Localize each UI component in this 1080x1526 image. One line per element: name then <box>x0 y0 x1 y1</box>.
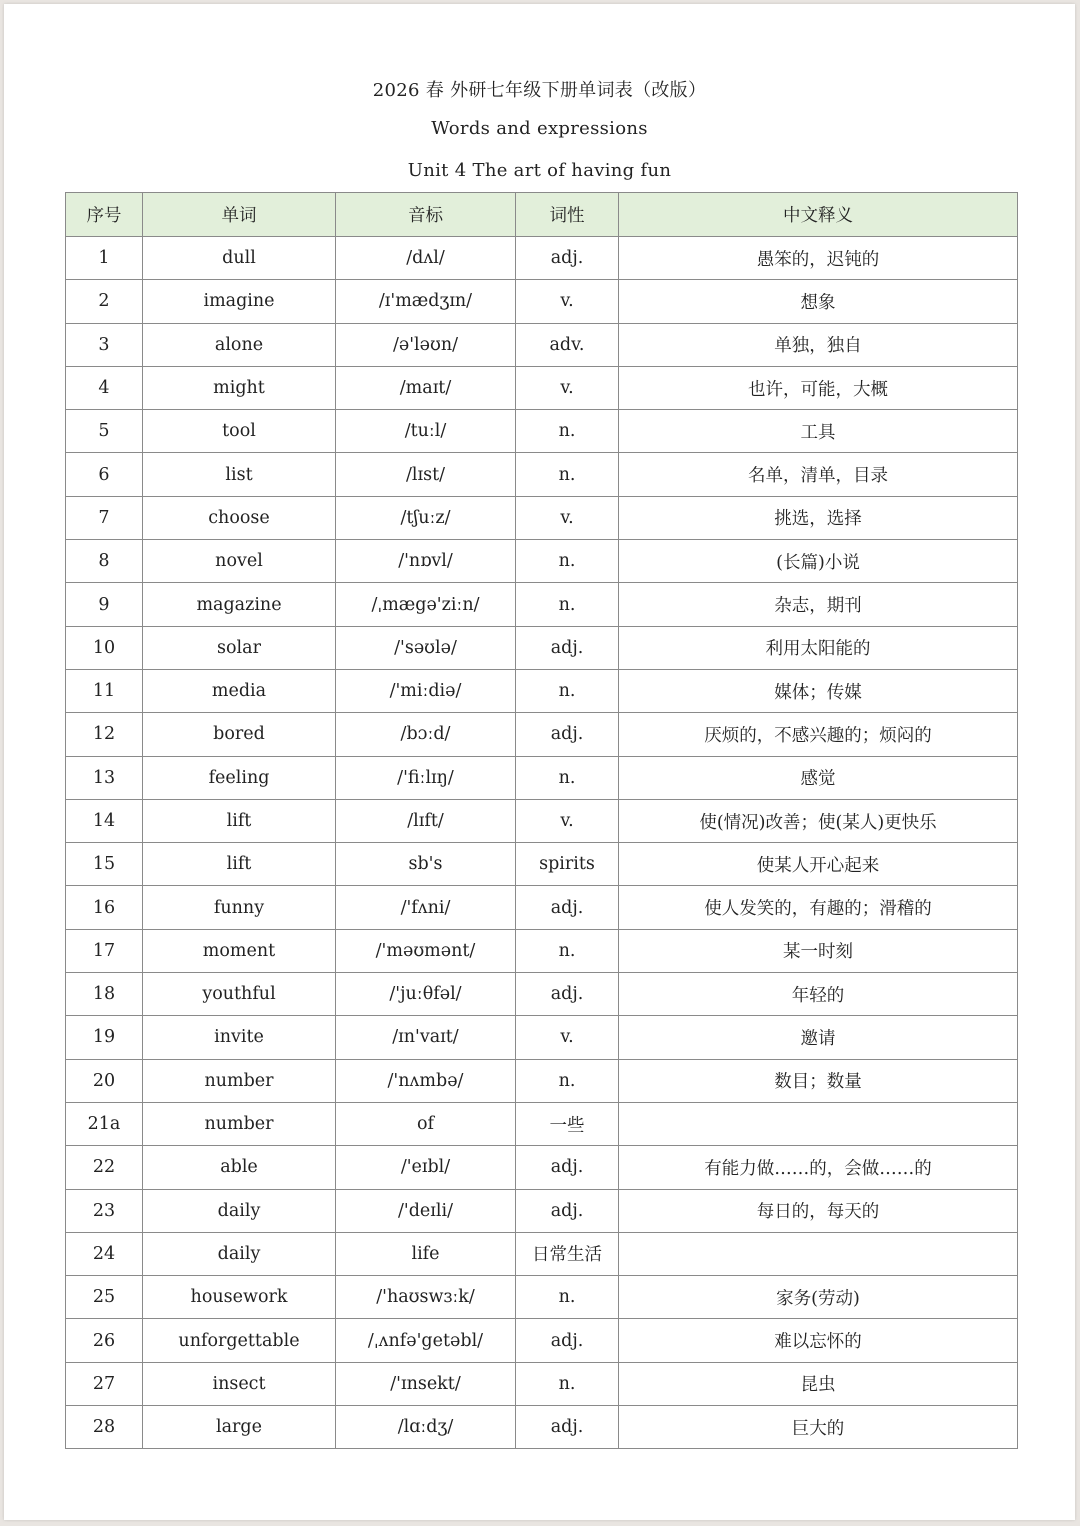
table-row <box>66 1146 1018 1189</box>
cell-meaning: (长篇)小说 <box>619 540 1018 583</box>
cell-index: 17 <box>66 929 143 972</box>
cell-index: 11 <box>66 669 143 712</box>
cell-word: bored <box>143 713 336 756</box>
cell-meaning: 有能力做……的，会做……的 <box>619 1146 1018 1189</box>
cell-index: 28 <box>66 1406 143 1449</box>
cell-index: 7 <box>66 496 143 539</box>
cell-phonetic: /ˌmægə'ziːn/ <box>336 583 516 626</box>
vocabulary-table <box>65 192 1018 1449</box>
table-row <box>66 843 1018 886</box>
table-row <box>66 366 1018 409</box>
cell-meaning: 感觉 <box>619 756 1018 799</box>
header-phonetic: 音标 <box>336 193 516 237</box>
header-meaning: 中文释义 <box>619 193 1018 237</box>
cell-word: dull <box>143 237 336 280</box>
cell-phonetic: of <box>336 1102 516 1145</box>
cell-index: 23 <box>66 1189 143 1232</box>
cell-index: 26 <box>66 1319 143 1362</box>
cell-word: number <box>143 1059 336 1102</box>
table-row <box>66 713 1018 756</box>
cell-word: lift <box>143 799 336 842</box>
cell-phonetic: /dʌl/ <box>336 237 516 280</box>
cell-meaning: 昆虫 <box>619 1362 1018 1405</box>
cell-phonetic: /'eɪbl/ <box>336 1146 516 1189</box>
cell-word: daily <box>143 1232 336 1275</box>
table-row <box>66 496 1018 539</box>
cell-meaning: 巨大的 <box>619 1406 1018 1449</box>
table-row <box>66 1189 1018 1232</box>
cell-phonetic: /'fʌni/ <box>336 886 516 929</box>
cell-word: feeling <box>143 756 336 799</box>
cell-phonetic: /'ɪnsekt/ <box>336 1362 516 1405</box>
cell-phonetic: /'deɪli/ <box>336 1189 516 1232</box>
cell-word: tool <box>143 410 336 453</box>
table-row <box>66 669 1018 712</box>
cell-part-of-speech: adj. <box>516 1146 619 1189</box>
cell-part-of-speech: adj. <box>516 626 619 669</box>
cell-meaning: 使(情况)改善；使(某人)更快乐 <box>619 799 1018 842</box>
cell-meaning: 年轻的 <box>619 973 1018 1016</box>
table-row <box>66 1102 1018 1145</box>
cell-meaning: 难以忘怀的 <box>619 1319 1018 1362</box>
cell-phonetic: /'nɒvl/ <box>336 540 516 583</box>
cell-phonetic: /'juːθfəl/ <box>336 973 516 1016</box>
cell-meaning <box>619 1232 1018 1275</box>
cell-part-of-speech: adj. <box>516 973 619 1016</box>
cell-word: media <box>143 669 336 712</box>
table-row <box>66 973 1018 1016</box>
document-title: 2026 春 外研七年级下册单词表（改版） <box>372 80 707 101</box>
header-word: 单词 <box>143 193 336 237</box>
cell-part-of-speech: n. <box>516 1362 619 1405</box>
table-row <box>66 1276 1018 1319</box>
cell-word: large <box>143 1406 336 1449</box>
cell-meaning: 使人发笑的，有趣的；滑稽的 <box>619 886 1018 929</box>
cell-word: choose <box>143 496 336 539</box>
cell-phonetic: /bɔːd/ <box>336 713 516 756</box>
cell-meaning: 想象 <box>619 280 1018 323</box>
cell-meaning: 媒体；传媒 <box>619 669 1018 712</box>
cell-meaning: 单独，独自 <box>619 323 1018 366</box>
cell-part-of-speech: adj. <box>516 1319 619 1362</box>
cell-phonetic: /'səʊlə/ <box>336 626 516 669</box>
cell-part-of-speech: 日常生活 <box>516 1232 619 1275</box>
cell-phonetic: /ɪn'vaɪt/ <box>336 1016 516 1059</box>
cell-part-of-speech: adj. <box>516 713 619 756</box>
table-row <box>66 626 1018 669</box>
cell-meaning: 也许，可能，大概 <box>619 366 1018 409</box>
cell-part-of-speech: n. <box>516 756 619 799</box>
cell-meaning: 数目；数量 <box>619 1059 1018 1102</box>
cell-phonetic: /ə'ləʊn/ <box>336 323 516 366</box>
cell-phonetic: /'məʊmənt/ <box>336 929 516 972</box>
cell-phonetic: /'miːdiə/ <box>336 669 516 712</box>
cell-part-of-speech: n. <box>516 1276 619 1319</box>
cell-word: daily <box>143 1189 336 1232</box>
cell-meaning: 使某人开心起来 <box>619 843 1018 886</box>
cell-part-of-speech: 一些 <box>516 1102 619 1145</box>
cell-word: insect <box>143 1362 336 1405</box>
table-row <box>66 799 1018 842</box>
cell-part-of-speech: v. <box>516 366 619 409</box>
table-row <box>66 1406 1018 1449</box>
cell-index: 1 <box>66 237 143 280</box>
cell-index: 6 <box>66 453 143 496</box>
table-row <box>66 1016 1018 1059</box>
cell-meaning: 家务(劳动) <box>619 1276 1018 1319</box>
cell-word: lift <box>143 843 336 886</box>
cell-part-of-speech: n. <box>516 929 619 972</box>
cell-index: 10 <box>66 626 143 669</box>
cell-word: invite <box>143 1016 336 1059</box>
table-row <box>66 1059 1018 1102</box>
cell-meaning: 每日的，每天的 <box>619 1189 1018 1232</box>
cell-part-of-speech: n. <box>516 540 619 583</box>
cell-part-of-speech: adj. <box>516 237 619 280</box>
cell-index: 4 <box>66 366 143 409</box>
cell-meaning: 工具 <box>619 410 1018 453</box>
cell-phonetic: /lɪft/ <box>336 799 516 842</box>
table-row <box>66 756 1018 799</box>
cell-index: 5 <box>66 410 143 453</box>
cell-word: alone <box>143 323 336 366</box>
cell-index: 18 <box>66 973 143 1016</box>
cell-phonetic: /'haʊswɜːk/ <box>336 1276 516 1319</box>
table-body <box>66 237 1018 1449</box>
cell-word: unforgettable <box>143 1319 336 1362</box>
cell-index: 25 <box>66 1276 143 1319</box>
cell-meaning: 愚笨的，迟钝的 <box>619 237 1018 280</box>
table-row <box>66 410 1018 453</box>
cell-index: 27 <box>66 1362 143 1405</box>
table-row <box>66 237 1018 280</box>
table-row <box>66 929 1018 972</box>
cell-index: 22 <box>66 1146 143 1189</box>
cell-meaning: 利用太阳能的 <box>619 626 1018 669</box>
cell-word: able <box>143 1146 336 1189</box>
cell-part-of-speech: n. <box>516 453 619 496</box>
cell-phonetic: /'nʌmbə/ <box>336 1059 516 1102</box>
cell-part-of-speech: adj. <box>516 886 619 929</box>
cell-phonetic: /'fiːlɪŋ/ <box>336 756 516 799</box>
table-row <box>66 1362 1018 1405</box>
cell-part-of-speech: v. <box>516 280 619 323</box>
cell-meaning: 名单，清单，目录 <box>619 453 1018 496</box>
cell-word: moment <box>143 929 336 972</box>
cell-index: 13 <box>66 756 143 799</box>
cell-part-of-speech: n. <box>516 669 619 712</box>
cell-part-of-speech: adv. <box>516 323 619 366</box>
cell-word: list <box>143 453 336 496</box>
cell-phonetic: /tʃuːz/ <box>336 496 516 539</box>
cell-meaning: 杂志，期刊 <box>619 583 1018 626</box>
cell-phonetic: /maɪt/ <box>336 366 516 409</box>
cell-part-of-speech: n. <box>516 410 619 453</box>
cell-word: novel <box>143 540 336 583</box>
table-row <box>66 1319 1018 1362</box>
table-header-row <box>66 193 1018 237</box>
header-index: 序号 <box>66 193 143 237</box>
cell-meaning <box>619 1102 1018 1145</box>
cell-word: housework <box>143 1276 336 1319</box>
table-row <box>66 323 1018 366</box>
cell-index: 14 <box>66 799 143 842</box>
cell-phonetic: life <box>336 1232 516 1275</box>
cell-word: solar <box>143 626 336 669</box>
cell-index: 19 <box>66 1016 143 1059</box>
table-row <box>66 280 1018 323</box>
cell-word: number <box>143 1102 336 1145</box>
cell-index: 3 <box>66 323 143 366</box>
cell-part-of-speech: adj. <box>516 1406 619 1449</box>
table-row <box>66 886 1018 929</box>
cell-word: funny <box>143 886 336 929</box>
cell-word: imagine <box>143 280 336 323</box>
header-part-of-speech: 词性 <box>516 193 619 237</box>
cell-part-of-speech: n. <box>516 583 619 626</box>
cell-index: 24 <box>66 1232 143 1275</box>
cell-phonetic: /ɪ'mædʒɪn/ <box>336 280 516 323</box>
cell-phonetic: /lɑːdʒ/ <box>336 1406 516 1449</box>
table-row <box>66 583 1018 626</box>
cell-part-of-speech: n. <box>516 1059 619 1102</box>
cell-phonetic: /lɪst/ <box>336 453 516 496</box>
table-row <box>66 540 1018 583</box>
cell-part-of-speech: v. <box>516 496 619 539</box>
cell-part-of-speech: v. <box>516 799 619 842</box>
cell-index: 12 <box>66 713 143 756</box>
cell-index: 2 <box>66 280 143 323</box>
cell-word: youthful <box>143 973 336 1016</box>
cell-meaning: 挑选，选择 <box>619 496 1018 539</box>
cell-index: 9 <box>66 583 143 626</box>
cell-word: magazine <box>143 583 336 626</box>
cell-index: 21a <box>66 1102 143 1145</box>
cell-part-of-speech: adj. <box>516 1189 619 1232</box>
cell-meaning: 邀请 <box>619 1016 1018 1059</box>
unit-title: Unit 4 The art of having fun <box>407 160 672 181</box>
cell-index: 16 <box>66 886 143 929</box>
cell-part-of-speech: v. <box>516 1016 619 1059</box>
document-page <box>4 4 1075 1520</box>
cell-phonetic: sb's <box>336 843 516 886</box>
table-row <box>66 453 1018 496</box>
cell-index: 8 <box>66 540 143 583</box>
cell-meaning: 厌烦的，不感兴趣的；烦闷的 <box>619 713 1018 756</box>
table-row <box>66 1232 1018 1275</box>
cell-meaning: 某一时刻 <box>619 929 1018 972</box>
cell-part-of-speech: spirits <box>516 843 619 886</box>
cell-index: 15 <box>66 843 143 886</box>
cell-phonetic: /tuːl/ <box>336 410 516 453</box>
document-subtitle: Words and expressions <box>431 118 648 139</box>
cell-phonetic: /ˌʌnfə'getəbl/ <box>336 1319 516 1362</box>
cell-index: 20 <box>66 1059 143 1102</box>
cell-word: might <box>143 366 336 409</box>
